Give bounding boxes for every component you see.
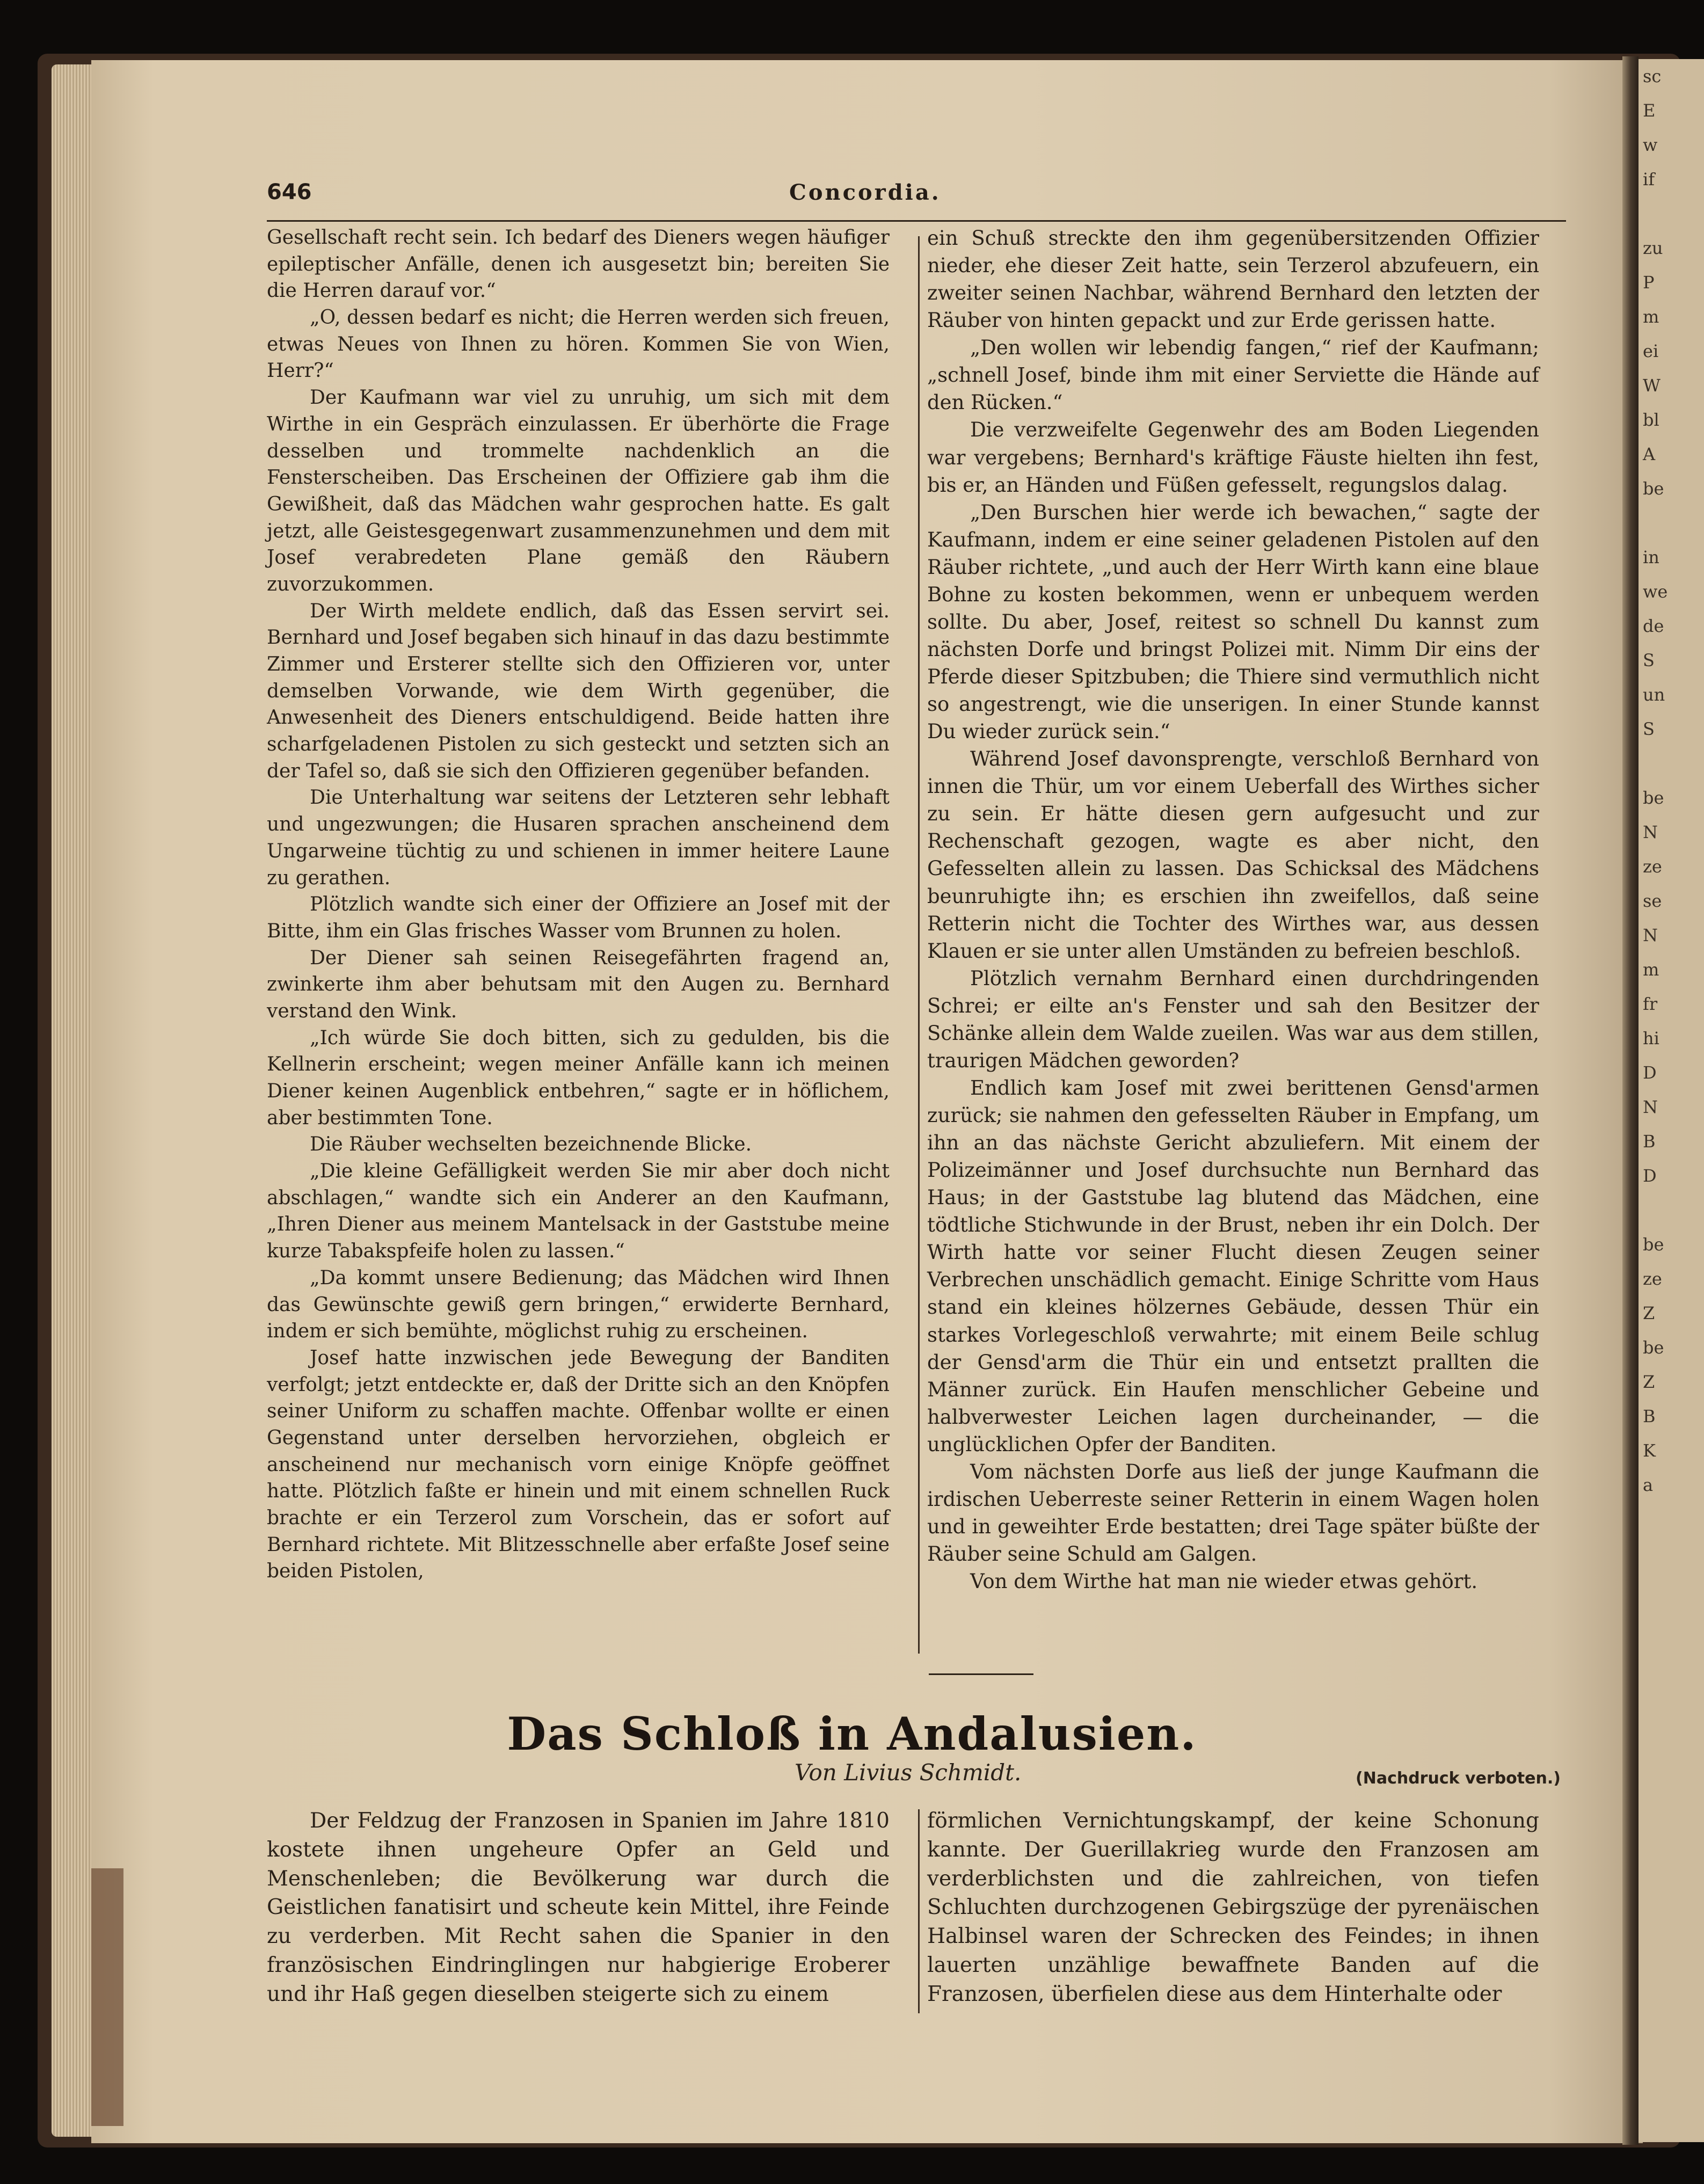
facing-page-fragment: bl — [1643, 410, 1659, 430]
paragraph: „Die kleine Gefälligkeit werden Sie mir aber doch nicht abschlagen,“ wandte sich ein Anderer an den Kaufmann, „Ihren Diener aus meinem Mantelsack in der Gaststube meine kurze Tabakspfeife holen zu lassen.“ — [267, 1160, 890, 1263]
story-right-column — [927, 1807, 1539, 2009]
facing-page-fragment: N — [1643, 925, 1658, 945]
paragraph: ein Schuß streckte den ihm gegenübersitzenden Offizier nieder, ehe dieser Zeit hatte, sein Terzerol abzufeuern, ein zweiter seinen Nachbar, während Bernhard den letzten der Räuber von hinten gepackt und zur Erde gerissen hatte. — [927, 227, 1539, 332]
journal-title: Concordia. — [789, 180, 941, 205]
section-divider — [929, 1673, 1033, 1675]
paragraph: Josef hatte inzwischen jede Bewegung der Banditen verfolgt; jetzt entdeckte er, daß der Dritte sich an den Knöpfen seiner Uniform zu schaffen machte. Offenbar wollte er einen Gegenstand unter derselben hervorziehen, obgleich er anscheinend nur mechanisch vorn einige Knöpfe geöffnet hatte. Plötzlich faßte er hinein und mit einem schnellen Ruck brachte er ein Terzerol zum Vorschein, das er sofort auf Bernhard richtete. Mit Blitzesschnelle aber erfaßte Josef seine beiden Pistolen, — [267, 1346, 890, 1583]
facing-page-fragment: S — [1643, 650, 1655, 671]
paragraph: Der Wirth meldete endlich, daß das Essen servirt sei. Bernhard und Josef begaben sich hinauf in das dazu bestimmte Zimmer und Ersterer stellte sich den Offizieren vor, unter demselben Vorwande, wie dem Wirth gegenüber, die Anwesenheit des Dieners entschuldigend. Beide hatten ihre scharfgeladenen Pistolen zu sich gesteckt und setzten sich an der Tafel so, daß sie sich den Offizieren gegenüber befanden. — [267, 600, 890, 782]
facing-page-fragment: N — [1643, 1097, 1658, 1117]
left-column — [267, 224, 890, 1585]
facing-page-fragment: sc — [1643, 66, 1662, 86]
facing-page-fragment: if — [1643, 169, 1655, 190]
reprint-note: (Nachdruck verboten.) — [1356, 1769, 1561, 1788]
story-left-column — [267, 1807, 890, 2009]
facing-page-fragment: A — [1643, 444, 1656, 464]
facing-page-fragment: N — [1643, 822, 1658, 842]
facing-page-fragment: S — [1643, 719, 1655, 739]
facing-page-fragment: K — [1643, 1440, 1656, 1461]
facing-page-fragment: zu — [1643, 238, 1663, 258]
facing-page-fragment: Z — [1643, 1372, 1655, 1392]
facing-page-fragment: be — [1643, 1337, 1664, 1358]
page-header — [0, 180, 1704, 212]
facing-page-fragment: de — [1643, 616, 1664, 636]
right-column — [927, 224, 1539, 1595]
paragraph: „Den wollen wir lebendig fangen,“ rief der Kaufmann; „schnell Josef, binde ihm mit einer Serviette die Hände auf den Rücken.“ — [927, 336, 1539, 414]
facing-page-fragment: a — [1643, 1475, 1654, 1495]
facing-page-fragment: be — [1643, 1234, 1664, 1255]
facing-page-fragment: be — [1643, 478, 1664, 499]
paragraph: Der Feldzug der Franzosen in Spanien im Jahre 1810 kostete ihnen ungeheure Opfer an Geld und Menschenleben; die Bevölkerung war durch die Geistlichen fanatisirt und scheute kein Mittel, ihre Feinde zu verderben. Mit Recht sahen die Spanier in den französischen Eindringlingen nur habgierige Eroberer und ihr Haß gegen dieselben steigerte sich zu einem — [267, 1809, 890, 2006]
facing-page-fragment: be — [1643, 788, 1664, 808]
story-title: Das Schloß in Andalusien. — [507, 1707, 1197, 1760]
facing-page-fragment: W — [1643, 375, 1661, 396]
facing-page-fragment: in — [1643, 547, 1659, 567]
facing-page-fragment: fr — [1643, 994, 1658, 1014]
paragraph: Während Josef davonsprengte, verschloß Bernhard von innen die Thür, um vor einem Ueberfall des Wirthes sicher zu sein. Er hätte diesen gern aufgesucht und zur Rechenschaft gezogen, wagte es aber nicht, den Gefesselten allein zu lassen. Das Schicksal des Mädchens beunruhigte ihn; es erschien ihn zweifellos, daß seine Retterin nicht die Tochter des Wirthes war, aus dessen Klauen er sie unter allen Umständen zu befreien beschloß. — [927, 747, 1539, 963]
paragraph: Die Unterhaltung war seitens der Letzteren sehr lebhaft und ungezwungen; die Husaren sprachen anscheinend dem Ungarweine tüchtig zu und schienen in immer heitere Laune zu gerathen. — [267, 787, 890, 889]
paragraph: Plötzlich vernahm Bernhard einen durchdringenden Schrei; er eilte an's Fenster und sah den Besitzer der Schänke allein dem Walde zueilen. Was war aus dem stillen, traurigen Mädchen geworden? — [927, 966, 1539, 1072]
story-column-divider — [918, 1809, 920, 2013]
facing-page-fragment: D — [1643, 1062, 1657, 1083]
paragraph: Von dem Wirthe hat man nie wieder etwas gehört. — [970, 1570, 1478, 1593]
facing-page-fragment: se — [1643, 891, 1662, 911]
paragraph: Endlich kam Josef mit zwei berittenen Gensd'armen zurück; sie nahmen den gefesselten Räuber in Empfang, um ihn an das nächste Gericht abzuliefern. Mit einem der Polizeimänner und Josef durchsuchte nun Bernhard das Haus; in der Gaststube lag blutend das Mädchen, eine tödtliche Stichwunde in der Brust, neben ihr ein Dolch. Der Wirth hatte vor seiner Flucht diesen Zeugen seiner Verbrechen unschädlich gemacht. Einige Schritte vom Haus stand ein kleines hölzernes Gebäude, dessen Thür ein starkes Vorlegeschloß verwahrte; mit einem Beile schlug der Gensd'arm die Thür ein und entsetzt prallten die Männer zurück. Ein Haufen menschlicher Gebeine und halbverwester Leichen lagen durcheinander, — die unglücklichen Opfer der Banditen. — [927, 1076, 1539, 1456]
facing-page-fragment: un — [1643, 685, 1665, 705]
author-byline: Von Livius Schmidt. — [795, 1759, 1022, 1786]
facing-page-fragment — [1643, 1193, 1704, 1227]
facing-page-fragment: E — [1643, 100, 1656, 121]
column-divider — [918, 236, 920, 1654]
paragraph: Der Diener sah seinen Reisegefährten fragend an, zwinkerte ihm aber behutsam mit den Augen zu. Bernhard verstand den Wink. — [267, 947, 890, 1022]
paragraph: „O, dessen bedarf es nicht; die Herren werden sich freuen, etwas Neues von Ihnen zu hören. Kommen Sie von Wien, Herr?“ — [267, 307, 890, 382]
facing-page-fragment: we — [1643, 581, 1668, 602]
facing-page-fragment: ze — [1643, 1269, 1662, 1289]
facing-page-fragment: w — [1643, 135, 1658, 155]
facing-page-fragment: B — [1643, 1131, 1656, 1152]
paragraph: förmlichen Vernichtungskampf, der keine Schonung kannte. Der Guerillakrieg wurde den Franzosen am verderblichsten und die zahlreichen, von tiefen Schluchten durchzogenen Gebirgszüge der pyrenäischen Halbinsel waren der Schrecken des Feindes; in ihnen lauerten unzählige bewaffnete Banden auf die Franzosen, überfielen diese aus dem Hinterhalte oder — [927, 1809, 1539, 2006]
facing-page-fragment: m — [1643, 307, 1659, 327]
paragraph: Der Kaufmann war viel zu unruhig, um sich mit dem Wirthe in ein Gespräch einzulassen. Er überhörte die Frage desselben und trommelte nachdenklich an die Fensterscheiben. Das Erscheinen der Offiziere gab ihm die Gewißheit, daß das Mädchen wahr gesprochen hatte. Es galt jetzt, alle Geistesgegenwart zusammenzunehmen und dem mit Josef verabredeten Plane gemäß den Räubern zuvorzukommen. — [267, 387, 890, 595]
paragraph: Gesellschaft recht sein. Ich bedarf des Dieners wegen häufiger epileptischer Anfälle, denen ich ausgesetzt bin; bereiten Sie die Herren darauf vor.“ — [267, 227, 890, 302]
facing-page-fragment: B — [1643, 1406, 1656, 1426]
page-number: 646 — [267, 180, 312, 205]
paragraph: „Den Burschen hier werde ich bewachen,“ sagte der Kaufmann, indem er eine seiner geladenen Pistolen auf den Räuber richtete, „und auch der Herr Wirth kann eine blaue Bohne zu kosten bekommen, wenn er unbequem werden sollte. Du aber, Josef, reitest so schnell Du kannst zum nächsten Dorfe und bringst Polizei mit. Nimm Dir eins der Pferde dieser Spitzbuben; die Thiere sind vermuthlich nicht so angestrengt, wie die unserigen. In einer Stunde kannst Du wieder zurück sein.“ — [927, 500, 1539, 744]
facing-page-fragment: m — [1643, 959, 1659, 980]
facing-page-fragment: hi — [1643, 1028, 1659, 1049]
facing-page-fragment: D — [1643, 1166, 1657, 1186]
header-rule — [267, 220, 1566, 222]
facing-page-fragment — [1643, 506, 1704, 540]
facing-page-fragment: P — [1643, 272, 1655, 293]
facing-page-edge — [1639, 59, 1704, 2142]
paragraph: Die Räuber wechselten bezeichnende Blicke. — [310, 1133, 752, 1156]
facing-page-fragment: ze — [1643, 856, 1662, 877]
paragraph: Plötzlich wandte sich einer der Offiziere an Josef mit der Bitte, ihm ein Glas frisches Wasser vom Brunnen zu holen. — [267, 893, 890, 942]
paragraph: Vom nächsten Dorfe aus ließ der junge Kaufmann die irdischen Ueberreste seiner Retterin in einem Wagen holen und in geweihter Erde bestatten; drei Tage später büßte der Räuber seine Schuld am Galgen. — [927, 1460, 1539, 1566]
facing-page-fragment — [1643, 746, 1704, 781]
paragraph: Die verzweifelte Gegenwehr des am Boden Liegenden war vergebens; Bernhard's kräftige Fäuste hielten ihn fest, bis er, an Händen und Füßen gefesselt, regungslos dalag. — [927, 418, 1539, 497]
binding-stain — [91, 1868, 123, 2126]
paragraph: „Da kommt unsere Bedienung; das Mädchen wird Ihnen das Gewünschte gewiß gern bringen,“ erwiderte Bernhard, indem er sich bemühte, möglichst ruhig zu erscheinen. — [267, 1266, 890, 1343]
facing-page-fragment: Z — [1643, 1303, 1655, 1323]
paragraph: „Ich würde Sie doch bitten, sich zu gedulden, bis die Kellnerin erscheint; wegen meiner Anfälle kann ich meinen Diener keinen Augenblick entbehren,“ sagte er in höflichem, aber bestimmten Tone. — [267, 1027, 890, 1129]
facing-page-fragment: ei — [1643, 341, 1659, 361]
book-gutter — [1622, 56, 1639, 2145]
